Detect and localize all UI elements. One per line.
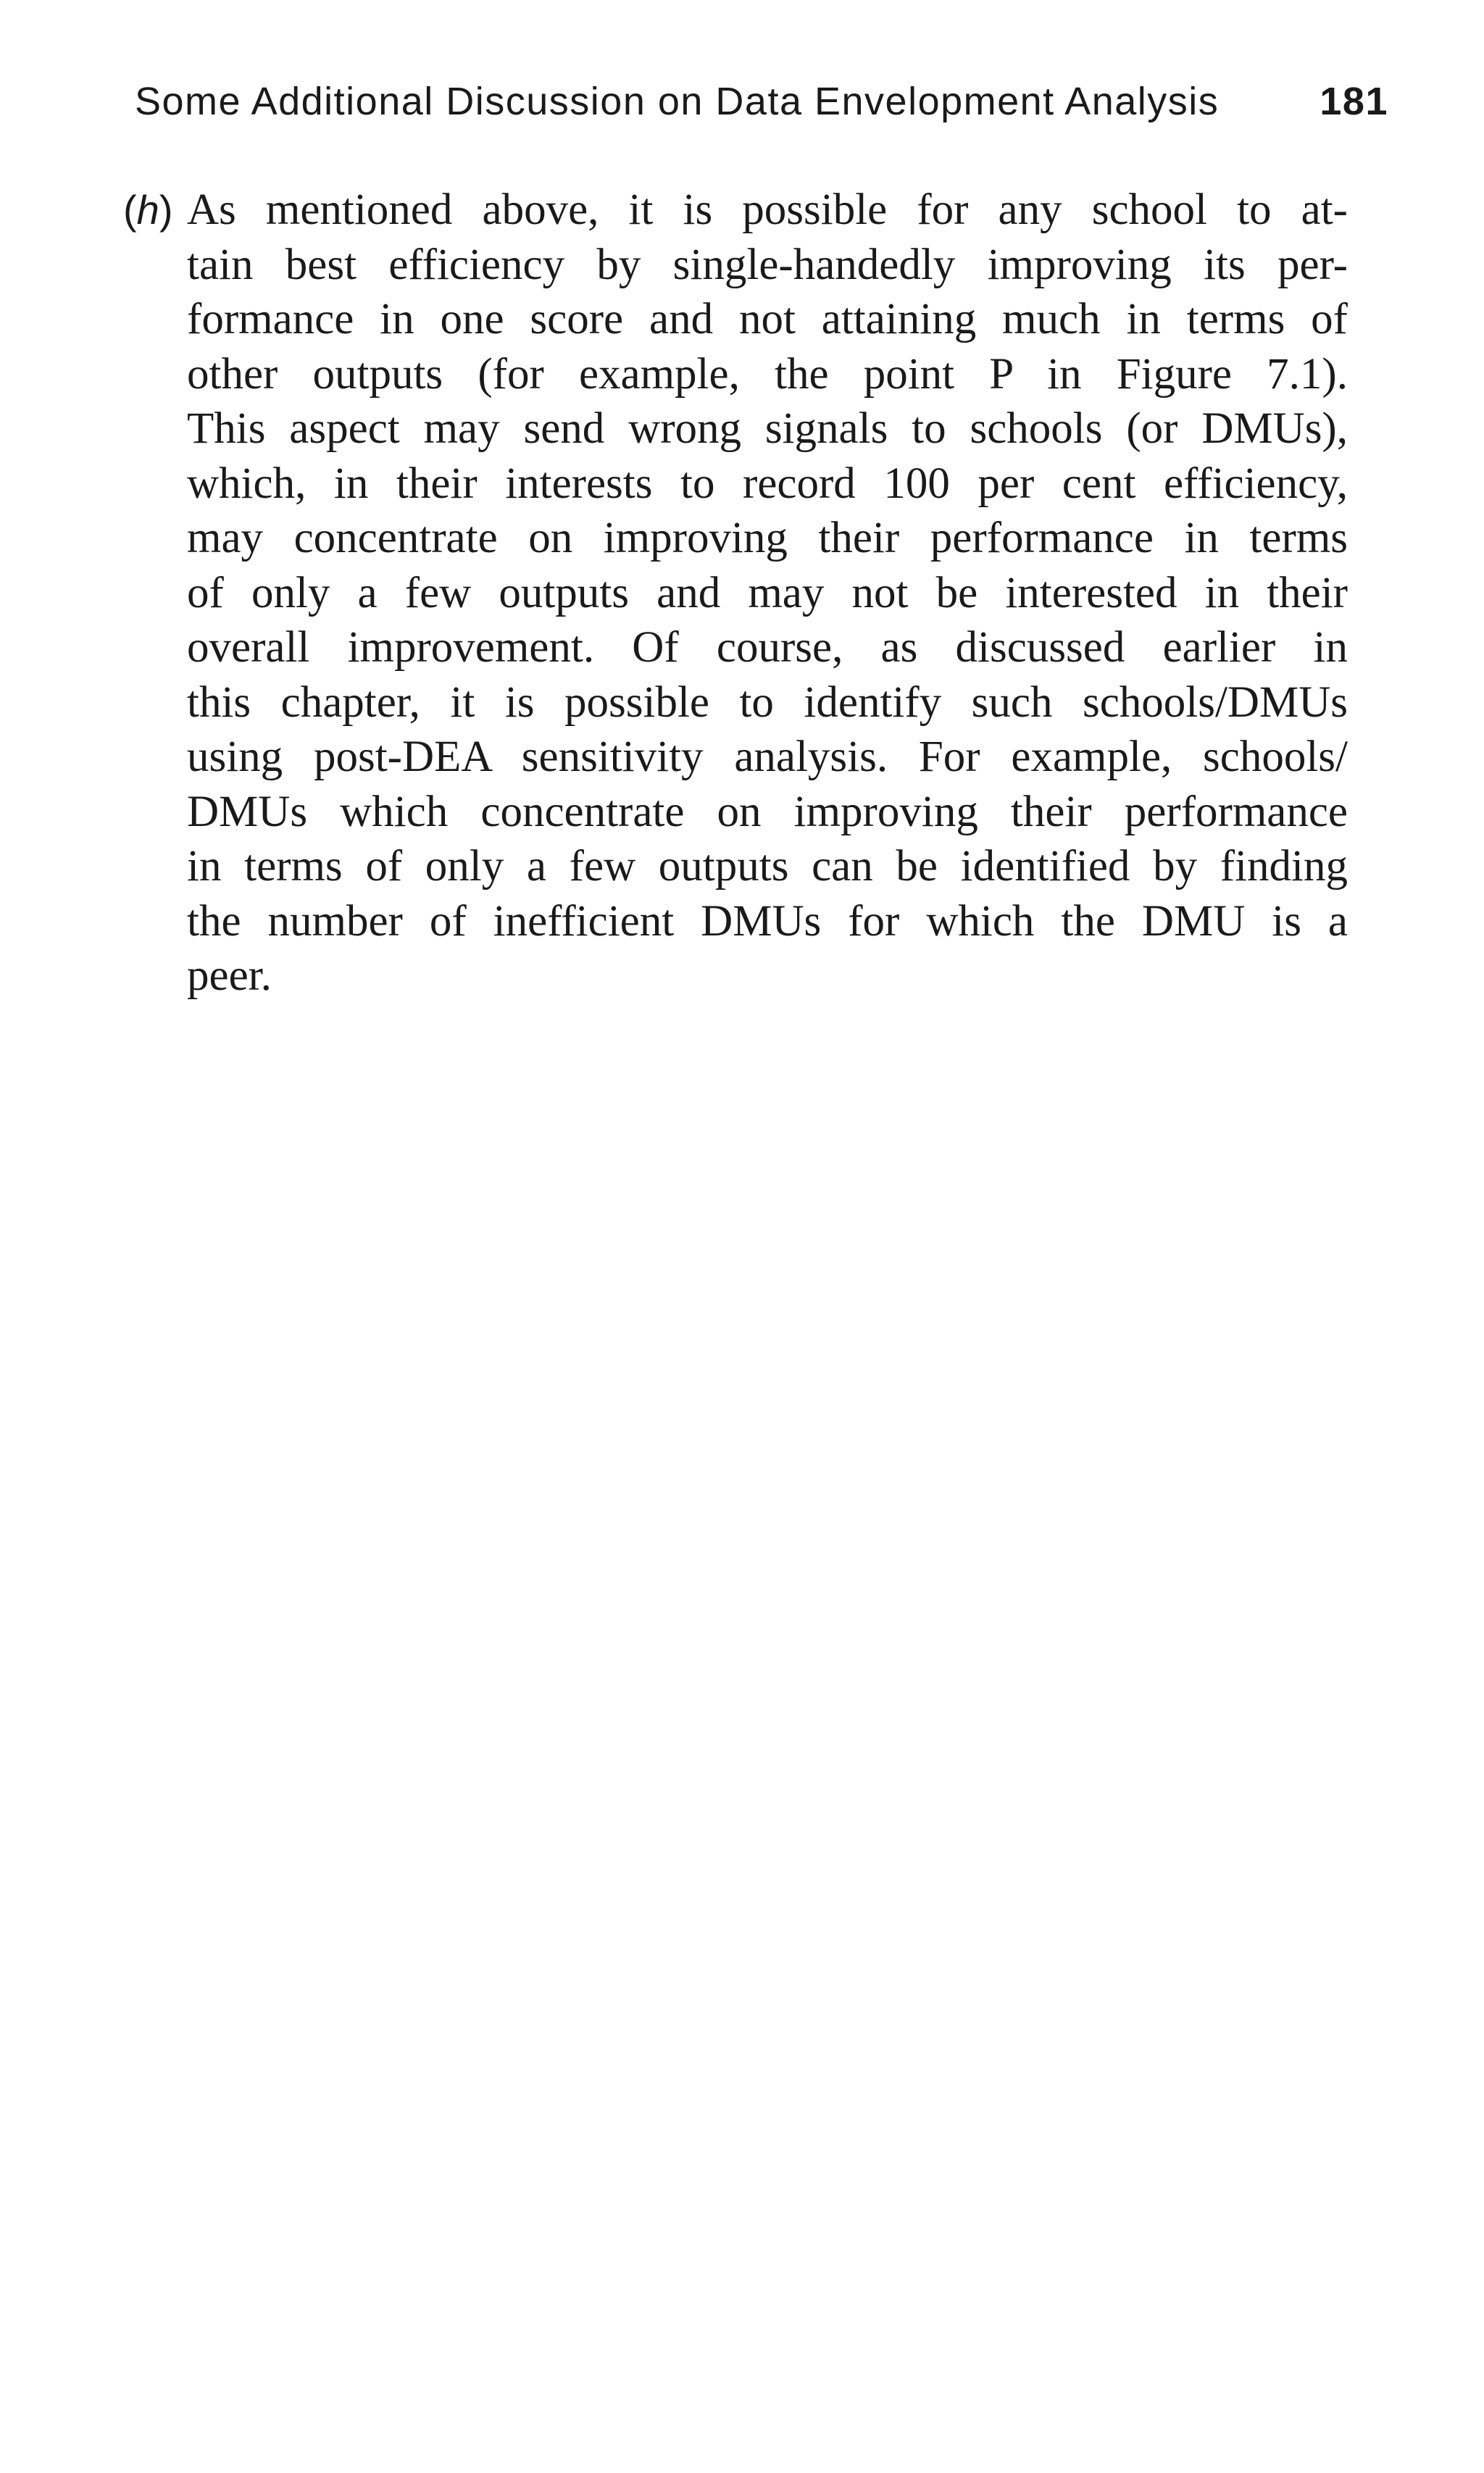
item-label-open: ( [123,187,137,233]
paragraph-line: other outputs (for example, the point P in Figure 7.1). [187,349,1348,399]
running-head [135,72,1388,130]
paragraph-line: in terms of only a few outputs can be identified by finding [187,842,1348,891]
paragraph-line: using post-DEA sensitivity analysis. For example, schools/ [187,733,1348,781]
paragraph-line: formance in one score and not attaining much in terms of [187,295,1348,343]
page-number: 181 [1320,80,1388,123]
paragraph-line: tain best efficiency by single-handedly improving its per- [187,240,1348,289]
paragraph-line: which, in their interests to record 100 per cent efficiency, [187,459,1348,508]
paragraph-line: the number of inefficient DMUs for which the DMU is a [187,896,1348,946]
item-label-letter: h [136,187,159,233]
item-paragraph [187,183,1348,1004]
paragraph-line: of only a few outputs and may not be interested in their [187,568,1348,617]
paragraph-line: may concentrate on improving their performance in terms [187,514,1348,562]
paragraph-line: As mentioned above, it is possible for any school to at- [187,185,1348,234]
item-label [123,183,172,238]
item-label-close: ) [159,187,173,233]
paragraph-line: peer. [187,951,272,1000]
paragraph-line: This aspect may send wrong signals to schools (or DMUs), [187,404,1348,453]
paragraph-line: this chapter, it is possible to identify such schools/DMUs [187,677,1348,727]
paragraph-line: overall improvement. Of course, as discussed earlier in [187,623,1348,672]
paragraph-line: DMUs which concentrate on improving their performance [187,787,1348,836]
running-title: Some Additional Discussion on Data Envelopment Analysis [135,80,1220,123]
